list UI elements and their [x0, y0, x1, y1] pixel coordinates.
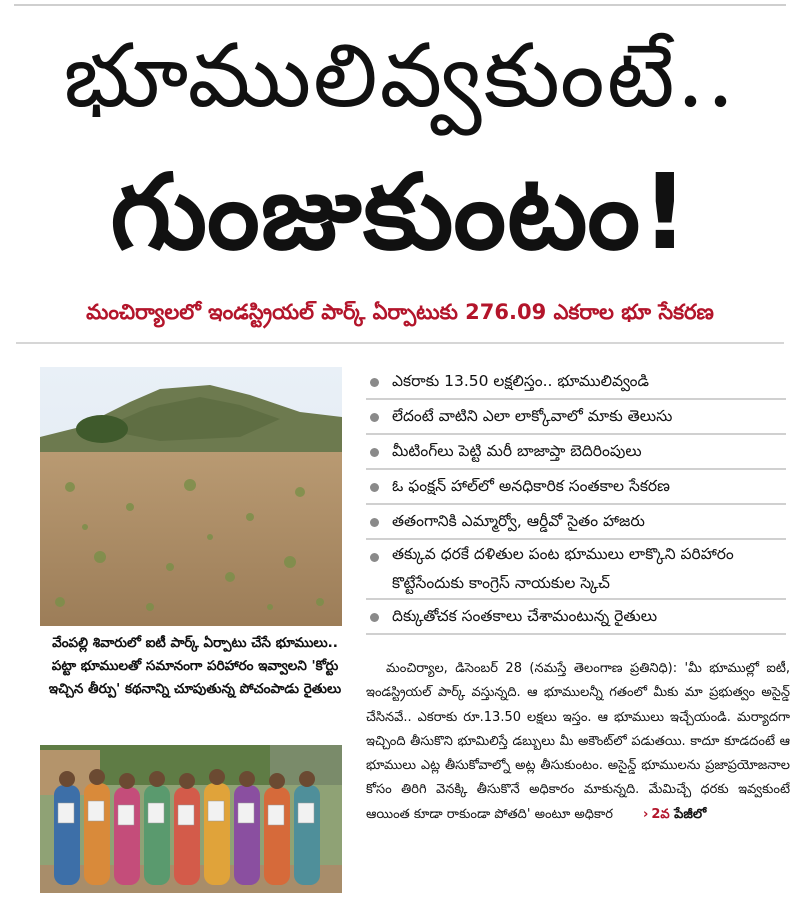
bullet-icon [370, 553, 379, 562]
highlight-item: దిక్కుతోచక సంతకాలు చేశామంటున్న రైతులు [366, 600, 786, 635]
photo-caption: వేంపల్లి శివారులో ఐటీ పార్క్ ఏర్పాటు చేసే భూములు.. పట్టా భూములతో సమానంగా పరిహారం ఇవ్వాలని 'కోర్టు ఇచ్చిన తీర్పు' కథనాన్ని చూపుతున్న పోచంపాడు రైతులు [48, 635, 342, 697]
bullet-icon [370, 378, 379, 387]
farmers-photo [40, 745, 342, 893]
bullet-icon [370, 448, 379, 457]
highlight-item: ఓ ఫంక్షన్ హాల్‌లో అనధికారిక సంతకాల సేకరణ [366, 470, 786, 505]
subheadline: మంచిర్యాలలో ఇండస్ట్రియల్ పార్క్ ఏర్పాటుకు 276.09 ఎకరాల భూ సేకరణ [86, 300, 714, 324]
bullet-icon [370, 483, 379, 492]
bullet-icon [370, 613, 379, 622]
continued-page-link[interactable]: › 2వ పేజీలో [642, 806, 707, 822]
article-body [366, 657, 790, 827]
headline-line-1: భూములివ్వకుంటే.. [63, 24, 737, 127]
chevron-right-icon: › [642, 806, 649, 822]
highlight-item: మీటింగ్‌లు పెట్టి మరీ బాజాప్తా బెదిరింపులు [366, 435, 786, 470]
highlight-item: తక్కువ ధరకే దళితుల పంట భూములు లాక్కొని పరిహారం కొట్టేసేందుకు కాంగ్రెస్ నాయకుల స్కెచ్ [366, 540, 786, 600]
farmers-photo-illustration [40, 745, 342, 893]
land-photo-illustration [40, 367, 342, 626]
highlight-item: తతంగానికి ఎమ్మార్వో, ఆర్డీవో సైతం హాజరు [366, 505, 786, 540]
article-paragraph: మంచిర్యాల, డిసెంబర్ 28 (నమస్తే తెలంగాణ ప్రతినిధి): 'మీ భూముల్లో ఐటీ, ఇండస్ట్రియల్ పార్క్ వస్తున్నది. ఆ భూములన్నీ గతంలో మీకు మా ప్రభుత్వం అసైన్డ్ చేసినవే.. ఎకరాకు రూ.13.50 లక్షలు ఇస్తం. ఆ భూములు ఇచ్చేయండి. మర్యాదగా ఇచ్చింది తీసుకొని భూమిలిస్తే డబ్బులు మీ అకౌంట్‌లో పడుతయి. కాదూ కూడదంటే ఆ భూములు ఎట్ల తీసుకోవాల్నో అట్ల తీసుకుంటం. అసైన్డ్ భూములను ప్రజాప్రయోజనాల కోసం తిరిగి వెనక్కి తీసుకొనే అధికారం మాకున్నది. మేమిచ్చే ధరకు ఇవ్వకుంటే ఆయింత కూడా రాకుండా పోతది' అంటూ అధికార [366, 661, 790, 822]
bullet-icon [370, 518, 379, 527]
headline-line-2: గుంజుకుంటం! [110, 151, 690, 273]
top-rule [14, 4, 786, 6]
section-divider [16, 342, 784, 344]
bullet-icon [370, 413, 379, 422]
highlight-item: ఎకరాకు 13.50 లక్షలిస్తం.. భూములివ్వండి [366, 365, 786, 400]
highlights-list [366, 365, 786, 635]
land-photo [40, 367, 342, 626]
highlight-item: లేదంటే వాటిని ఎలా లాక్కోవాలో మాకు తెలుసు [366, 400, 786, 435]
